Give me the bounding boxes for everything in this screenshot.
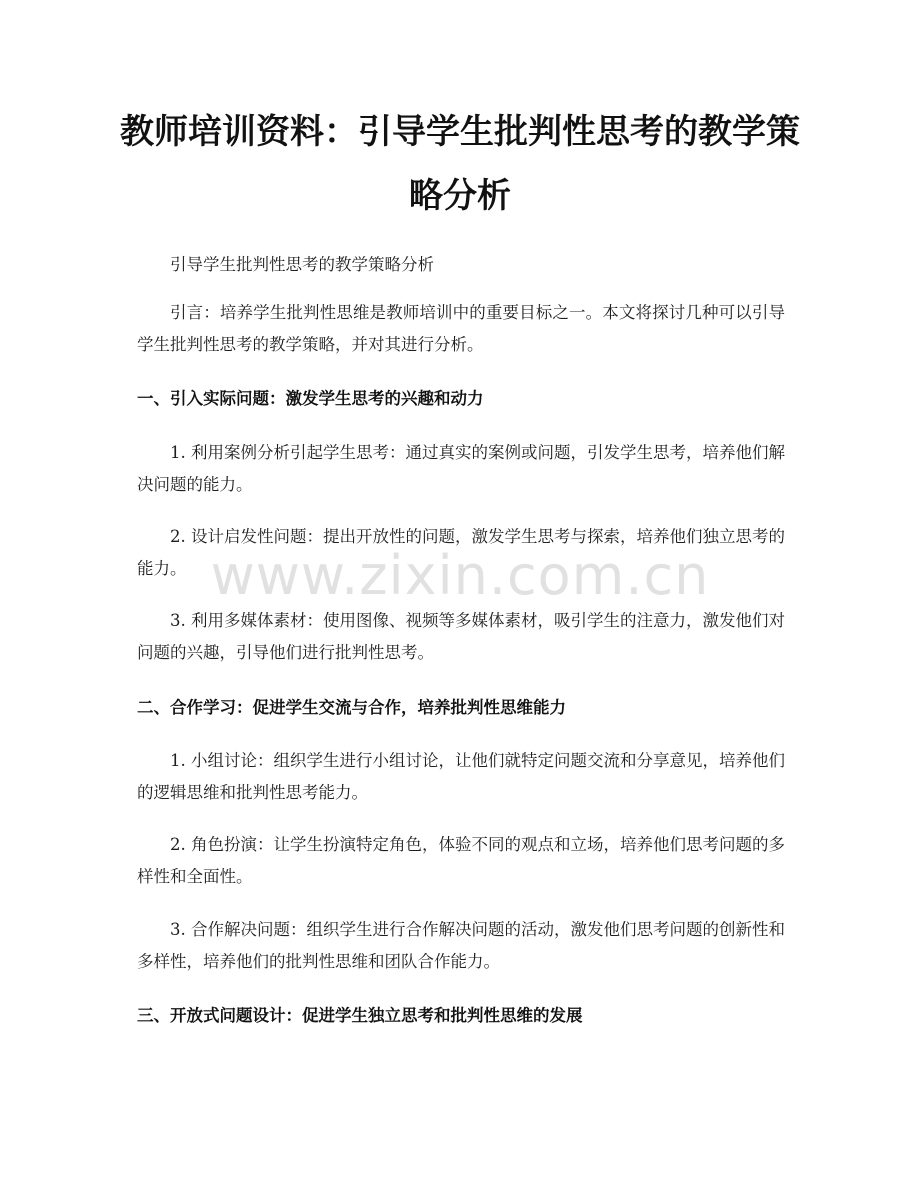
section-heading-2: 二、合作学习：促进学生交流与合作，培养批判性思维能力: [137, 698, 566, 717]
document-title: 教师培训资料：引导学生批判性思考的教学策略分析: [120, 112, 800, 216]
document-subtitle: 引导学生批判性思考的教学策略分析: [170, 255, 434, 274]
section-2-item-3: 3. 合作解决问题：组织学生进行合作解决问题的活动，激发他们思考问题的创新性和多样性，培养他们的批判性思维和团队合作能力。: [137, 920, 785, 971]
watermark-text: www.zixin.com.cn: [210, 544, 710, 607]
section-1-item-3: 3. 利用多媒体素材：使用图像、视频等多媒体素材，吸引学生的注意力，激发他们对问题的兴趣，引导他们进行批判性思考。: [137, 611, 785, 662]
section-heading-3: 三、开放式问题设计：促进学生独立思考和批判性思维的发展: [137, 1006, 583, 1025]
section-2-item-2: 2. 角色扮演：让学生扮演特定角色，体验不同的观点和立场，培养他们思考问题的多样性和全面性。: [137, 835, 785, 886]
section-heading-1: 一、引入实际问题：激发学生思考的兴趣和动力: [137, 389, 484, 408]
section-1-item-1: 1. 利用案例分析引起学生思考：通过真实的案例或问题，引发学生思考，培养他们解决问题的能力。: [137, 443, 785, 494]
intro-paragraph: 引言：培养学生批判性思维是教师培训中的重要目标之一。本文将探讨几种可以引导学生批判性思考的教学策略，并对其进行分析。: [137, 303, 785, 354]
section-1-item-2: 2. 设计启发性问题：提出开放性的问题，激发学生思考与探索，培养他们独立思考的能力。: [137, 527, 785, 578]
section-2-item-1: 1. 小组讨论：组织学生进行小组讨论，让他们就特定问题交流和分享意见，培养他们的逻辑思维和批判性思考能力。: [137, 751, 785, 802]
